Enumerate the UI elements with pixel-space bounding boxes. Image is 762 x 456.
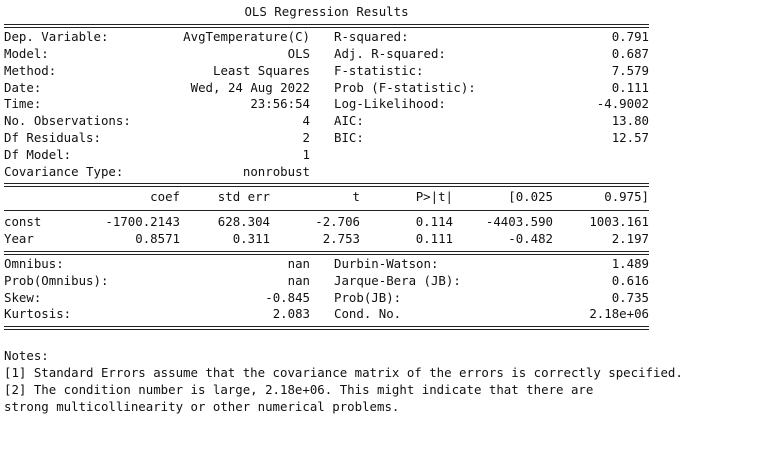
rule-line — [4, 210, 649, 211]
note-line: [2] The condition number is large, 2.18e+06. This might indicate that there are — [4, 381, 594, 397]
notes-block — [4, 348, 758, 415]
summary-left-label: No. Observations: — [4, 113, 131, 129]
summary-row — [4, 63, 758, 80]
coef-cell: 2.197 — [611, 230, 649, 246]
ols-results — [4, 4, 758, 415]
summary-left-label: Date: — [4, 79, 42, 95]
summary-right-label: Prob (F-statistic): — [334, 79, 476, 95]
summary-left-value: 4 — [302, 113, 310, 129]
diag-left-label: Kurtosis: — [4, 306, 72, 322]
coef-header: coef — [150, 188, 180, 204]
diag-right-label: Prob(JB): — [334, 289, 402, 305]
rule-line — [4, 326, 649, 330]
summary-row — [4, 96, 758, 113]
summary-right-label: Adj. R-squared: — [334, 45, 446, 61]
summary-row — [4, 164, 758, 181]
diag-right-label: Jarque-Bera (JB): — [334, 272, 461, 288]
diag-right-value: 0.735 — [611, 289, 649, 305]
diag-right-value: 1.489 — [611, 255, 649, 271]
diag-left-value: nan — [287, 272, 310, 288]
coef-header-row — [4, 189, 758, 206]
coef-cell: 0.8571 — [135, 230, 180, 246]
diagnostics-block — [4, 256, 758, 323]
rule-line — [4, 251, 649, 255]
note-line: [1] Standard Errors assume that the covariance matrix of the errors is correctly specified. — [4, 365, 683, 381]
rule-line — [4, 24, 649, 28]
summary-right-value: 12.57 — [611, 129, 649, 145]
double-rule — [4, 248, 758, 256]
summary-left-value: 1 — [302, 146, 310, 162]
summary-left-value: 23:56:54 — [250, 96, 310, 112]
coef-cell: 0.114 — [415, 213, 453, 229]
diag-right-label: Cond. No. — [334, 306, 402, 322]
notes-heading: Notes: — [4, 348, 49, 364]
single-rule — [4, 206, 758, 214]
summary-left-value: 2 — [302, 129, 310, 145]
coef-header: [0.025 — [508, 188, 553, 204]
summary-left-value: Wed, 24 Aug 2022 — [190, 79, 310, 95]
spacer — [4, 332, 758, 349]
diag-left-value: nan — [287, 255, 310, 271]
summary-right-label: R-squared: — [334, 29, 409, 45]
summary-row — [4, 130, 758, 147]
coef-row — [4, 214, 758, 231]
summary-right-value: 7.579 — [611, 62, 649, 78]
diag-right-label: Durbin-Watson: — [334, 255, 439, 271]
double-rule — [4, 21, 758, 29]
summary-left-value: Least Squares — [213, 62, 310, 78]
summary-right-value: -4.9002 — [596, 96, 649, 112]
coef-cell: 0.111 — [415, 230, 453, 246]
coef-header: std err — [217, 188, 270, 204]
summary-row — [4, 46, 758, 63]
summary-right-label: AIC: — [334, 113, 364, 129]
diag-left-value: -0.845 — [265, 289, 310, 305]
coef-row-name: const — [4, 213, 42, 229]
diagnostic-row — [4, 256, 758, 273]
summary-right-value: 0.111 — [611, 79, 649, 95]
summary-right-value: 13.80 — [611, 113, 649, 129]
summary-left-label: Covariance Type: — [4, 163, 124, 179]
diag-left-value: 2.083 — [272, 306, 310, 322]
coef-cell: 0.311 — [232, 230, 270, 246]
diag-left-label: Skew: — [4, 289, 42, 305]
diagnostic-row — [4, 290, 758, 307]
summary-left-value: nonrobust — [242, 163, 310, 179]
summary-block — [4, 29, 758, 180]
double-rule — [4, 180, 758, 188]
summary-left-label: Dep. Variable: — [4, 29, 109, 45]
note-line: strong multicollinearity or other numerical problems. — [4, 398, 400, 414]
summary-row — [4, 29, 758, 46]
diag-left-label: Omnibus: — [4, 255, 64, 271]
coef-cell: 2.753 — [322, 230, 360, 246]
summary-row — [4, 80, 758, 97]
coef-cell: -2.706 — [315, 213, 360, 229]
rule-line — [4, 183, 649, 187]
summary-left-value: AvgTemperature(C) — [183, 29, 310, 45]
summary-row — [4, 147, 758, 164]
summary-left-label: Df Residuals: — [4, 129, 101, 145]
diag-left-label: Prob(Omnibus): — [4, 272, 109, 288]
coefficient-table — [4, 189, 758, 248]
coef-header: t — [352, 188, 360, 204]
coef-row-name: Year — [4, 230, 34, 246]
summary-right-label: BIC: — [334, 129, 364, 145]
summary-left-value: OLS — [287, 45, 310, 61]
coef-cell: 1003.161 — [589, 213, 649, 229]
summary-left-label: Time: — [4, 96, 42, 112]
summary-right-label: Log-Likelihood: — [334, 96, 446, 112]
coef-cell: 628.304 — [217, 213, 270, 229]
summary-left-label: Method: — [4, 62, 57, 78]
summary-right-value: 0.791 — [611, 29, 649, 45]
coef-row — [4, 231, 758, 248]
diagnostic-row — [4, 306, 758, 323]
double-rule — [4, 323, 758, 331]
diagnostic-row — [4, 273, 758, 290]
summary-left-label: Model: — [4, 45, 49, 61]
summary-right-value: 0.687 — [611, 45, 649, 61]
summary-left-label: Df Model: — [4, 146, 72, 162]
results-title: OLS Regression Results — [244, 4, 409, 19]
coef-header: 0.975] — [604, 188, 649, 204]
coef-header: P>|t| — [415, 188, 453, 204]
coef-cell: -4403.590 — [485, 213, 553, 229]
diag-right-value: 0.616 — [611, 272, 649, 288]
diag-right-value: 2.18e+06 — [589, 306, 649, 322]
summary-row — [4, 113, 758, 130]
coef-cell: -0.482 — [508, 230, 553, 246]
coef-cell: -1700.2143 — [105, 213, 180, 229]
summary-right-label: F-statistic: — [334, 62, 424, 78]
